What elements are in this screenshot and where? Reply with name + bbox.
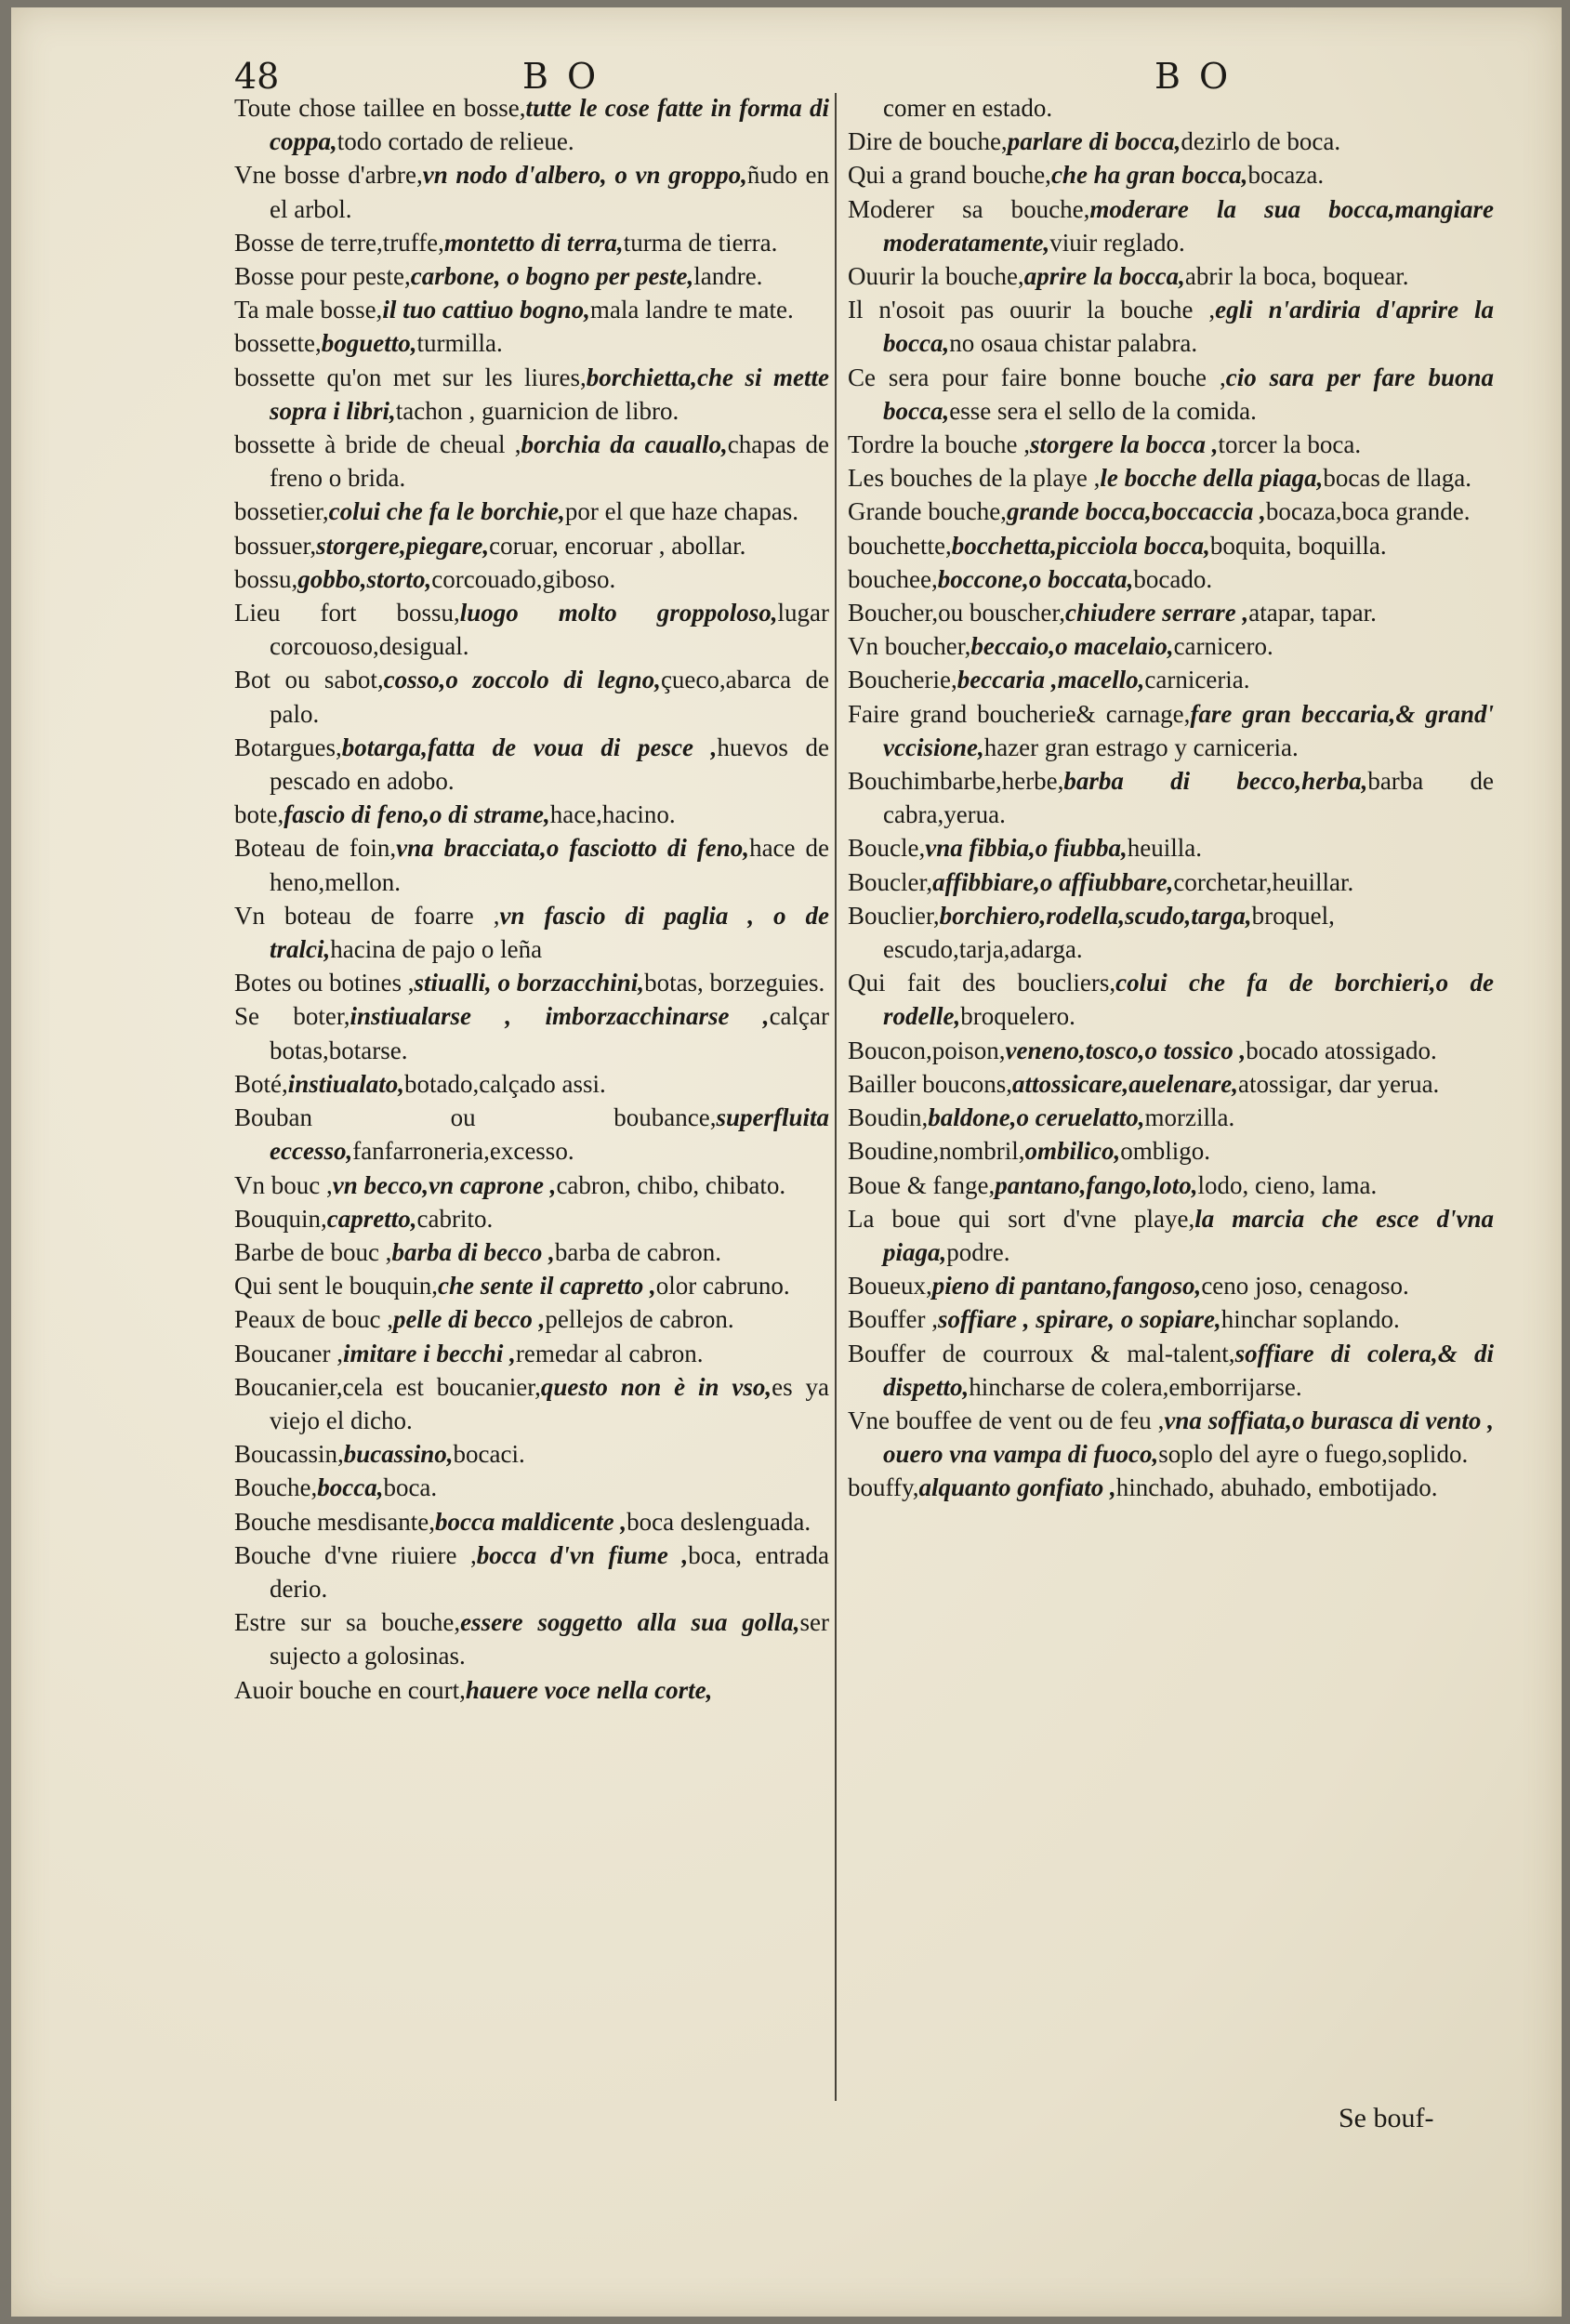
spanish-translation: por el que haze chapas.	[564, 497, 798, 526]
italian-translation: fascio di feno,o di strame,	[284, 800, 550, 829]
italian-translation: che ha gran bocca,	[1050, 161, 1248, 190]
italian-translation: storgere la bocca ,	[1030, 430, 1219, 459]
dictionary-entry	[234, 1169, 829, 1202]
dictionary-entry	[848, 1101, 1494, 1134]
spanish-translation: bocaza,boca grande.	[1265, 497, 1471, 526]
dictionary-entry	[234, 326, 829, 360]
french-headword: Vne bosse d'arbre,	[234, 161, 423, 190]
italian-translation: colui che fa de borchieri,o de rodelle,	[883, 969, 1494, 1031]
italian-translation: luogo molto groppoloso,	[459, 599, 778, 627]
french-headword: Lieu fort bossu,	[234, 599, 460, 627]
dictionary-entry	[848, 899, 1494, 966]
french-headword: bote,	[234, 800, 284, 829]
dictionary-entry	[234, 798, 829, 831]
french-headword: bossuer,	[234, 531, 317, 560]
french-headword: Bailler boucons,	[848, 1069, 1012, 1098]
italian-translation: bucassino,	[343, 1440, 454, 1469]
spanish-translation: corchetar,heuillar.	[1173, 867, 1354, 896]
italian-translation: pantano,fango,loto,	[995, 1170, 1198, 1199]
spanish-translation: podre.	[946, 1237, 1010, 1266]
dictionary-entry	[234, 1505, 829, 1538]
french-headword: Toute chose taillee en bosse,	[234, 94, 526, 122]
dictionary-entry	[848, 91, 1494, 125]
dictionary-entry	[848, 1067, 1494, 1101]
spanish-translation: turma de tierra.	[623, 228, 778, 257]
italian-translation: storgere,piegare,	[316, 531, 490, 560]
italian-translation: beccaria ,macello,	[957, 666, 1145, 694]
french-headword: Bouffer de courroux & mal-talent,	[848, 1339, 1235, 1367]
spanish-translation: cabrito.	[416, 1204, 494, 1233]
french-headword: Se boter,	[234, 1002, 350, 1031]
french-headword: Boudine,nombril,	[848, 1137, 1025, 1166]
italian-translation: stiualli, o borzacchini,	[414, 969, 645, 997]
dictionary-entry	[848, 293, 1494, 360]
spanish-translation: barba de cabra,yerua.	[883, 767, 1494, 829]
spanish-translation: broquelero.	[960, 1002, 1075, 1031]
page-number: 48	[234, 56, 280, 97]
spanish-translation: pellejos de cabron.	[545, 1305, 734, 1334]
italian-translation: hauere voce nella corte,	[465, 1675, 713, 1704]
spanish-translation: lugar corcouoso,desigual.	[270, 599, 829, 661]
dictionary-entry	[234, 495, 829, 528]
italian-translation: parlare di bocca,	[1007, 127, 1181, 156]
italian-translation: vna bracciata,o fasciotto di feno,	[396, 834, 750, 863]
french-headword: bossette qu'on met sur les liures,	[234, 363, 587, 391]
spanish-translation: ombligo.	[1120, 1137, 1211, 1166]
french-headword: Bouchimbarbe,herbe,	[848, 767, 1064, 796]
french-headword: Qui a grand bouche,	[848, 161, 1051, 190]
italian-translation: borchia da cauallo,	[521, 430, 728, 459]
french-headword: Boueux,	[848, 1272, 932, 1301]
dictionary-entry	[234, 1269, 829, 1302]
french-headword: Grande bouche,	[848, 497, 1007, 526]
french-headword: Peaux de bouc ,	[234, 1305, 393, 1334]
spanish-translation: bocaci.	[453, 1440, 525, 1469]
spanish-translation: carnicero.	[1173, 632, 1273, 661]
spanish-translation: torcer la boca.	[1218, 430, 1362, 459]
italian-translation: soffiare di colera,& di dispetto,	[883, 1339, 1494, 1401]
running-head-left: B O	[522, 56, 600, 97]
spanish-translation: broquel, escudo,tarja,adarga.	[883, 901, 1335, 964]
dictionary-entry	[234, 1101, 829, 1168]
dictionary-entry	[848, 1169, 1494, 1202]
italian-translation: carbone, o bogno per peste,	[410, 262, 694, 291]
spanish-translation: huevos de pescado en adobo.	[270, 733, 829, 796]
dictionary-entry	[848, 764, 1494, 831]
italian-translation: fare gran beccaria,& grand' vccisione,	[883, 699, 1495, 761]
spanish-translation: carniceria.	[1144, 666, 1250, 694]
dictionary-entry	[234, 428, 829, 495]
spanish-translation: remedar al cabron.	[515, 1339, 704, 1367]
italian-translation: cio sara per fare buona bocca,	[883, 363, 1494, 425]
italian-translation: boccone,o boccata,	[937, 564, 1134, 593]
italian-translation: baldone,o ceruelatto,	[928, 1103, 1145, 1132]
italian-translation: boguetto,	[321, 329, 417, 358]
french-headword: Bouquin,	[234, 1204, 327, 1233]
french-headword: Boucher,ou bouscher,	[848, 599, 1066, 627]
right-column	[848, 91, 1494, 1505]
italian-translation: attossicare,auelenare,	[1011, 1069, 1238, 1098]
french-headword: Bouffer ,	[848, 1305, 938, 1334]
french-headword: Bosse de terre,truffe,	[234, 228, 444, 257]
dictionary-entry	[848, 1034, 1494, 1067]
french-headword: Bouclier,	[848, 901, 940, 930]
french-headword: Bouban ou boubance,	[234, 1103, 717, 1132]
french-headword: Vn bouc ,	[234, 1170, 333, 1199]
dictionary-entry	[234, 831, 829, 898]
italian-translation: tutte le cose fatte in forma di coppa,	[270, 94, 829, 156]
spanish-translation: dezirlo de boca.	[1181, 127, 1341, 156]
italian-translation: vn nodo d'albero, o vn groppo,	[422, 161, 747, 190]
italian-translation: colui che fa le borchie,	[328, 497, 565, 526]
french-headword: bossette à bride de cheual ,	[234, 430, 521, 459]
spanish-translation: olor cabruno.	[655, 1272, 790, 1301]
italian-translation: imitare i becchi ,	[342, 1339, 516, 1367]
dictionary-entry	[848, 663, 1494, 696]
spanish-translation: botado,calçado assi.	[404, 1069, 606, 1098]
dictionary-entry	[234, 731, 829, 798]
dictionary-entry	[848, 1269, 1494, 1302]
dictionary-entry	[848, 1404, 1494, 1471]
dictionary-entry	[234, 1370, 829, 1437]
spanish-translation: lodo, cieno, lama.	[1197, 1170, 1378, 1199]
italian-translation: grande bocca,boccaccia ,	[1006, 497, 1266, 526]
french-headword: Les bouches de la playe ,	[848, 464, 1101, 493]
italian-translation: bocca d'vn fiume ,	[476, 1540, 689, 1569]
french-headword: Bouche d'vne riuiere ,	[234, 1540, 477, 1569]
french-headword: bouchette,	[848, 531, 952, 560]
french-headword: Qui fait des boucliers,	[848, 969, 1116, 997]
french-headword: Boucassin,	[234, 1440, 344, 1469]
italian-translation: essere soggetto alla sua golla,	[460, 1608, 800, 1637]
dictionary-entry	[234, 91, 829, 158]
italian-translation: alquanto gonfiato ,	[918, 1473, 1116, 1502]
italian-translation: aprire la bocca,	[1023, 262, 1185, 291]
french-headword: Boucon,poison,	[848, 1036, 1006, 1064]
dictionary-entry	[848, 192, 1494, 259]
dictionary-entry	[848, 529, 1494, 562]
spanish-translation: bocado atossigado.	[1246, 1036, 1437, 1064]
french-headword: Boté,	[234, 1069, 288, 1098]
spanish-translation: morzilla.	[1144, 1103, 1235, 1132]
french-headword: Tordre la bouche ,	[848, 430, 1031, 459]
italian-translation: ombilico,	[1024, 1137, 1121, 1166]
dictionary-entry	[848, 629, 1494, 663]
spanish-translation: çueco,abarca de palo.	[270, 666, 829, 728]
french-headword: Boue & fange,	[848, 1170, 996, 1199]
french-headword: Moderer sa bouche,	[848, 194, 1090, 223]
italian-translation: pieno di pantano,fangoso,	[931, 1272, 1202, 1301]
italian-translation: moderare la sua bocca,mangiare moderatamente,	[883, 194, 1494, 257]
dictionary-entry	[848, 259, 1494, 293]
spanish-translation: ser sujecto a golosinas.	[270, 1608, 829, 1670]
dictionary-entry	[234, 1605, 829, 1672]
left-column	[234, 91, 829, 1707]
italian-translation: il tuo cattiuo bogno,	[382, 296, 590, 324]
dictionary-entry	[848, 596, 1494, 629]
french-headword: Boucler,	[848, 867, 933, 896]
italian-translation: egli n'ardiria d'aprire la bocca,	[883, 296, 1495, 358]
spanish-translation: calçar botas,botarse.	[270, 1002, 829, 1064]
dictionary-entry	[848, 1471, 1494, 1504]
french-headword: Auoir bouche en court,	[234, 1675, 466, 1704]
spanish-translation: atapar, tapar.	[1248, 599, 1377, 627]
spanish-translation: hinchar soplando.	[1220, 1305, 1400, 1334]
dictionary-entry	[848, 562, 1494, 596]
spanish-translation: botas, borzeguies.	[644, 969, 825, 997]
french-headword: Boudin,	[848, 1103, 929, 1132]
french-headword: Vne bouffee de vent ou de feu ,	[848, 1406, 1165, 1434]
spanish-translation: es ya viejo el dicho.	[270, 1372, 829, 1434]
italian-translation: bocchetta,picciola bocca,	[951, 531, 1210, 560]
dictionary-entry	[848, 158, 1494, 191]
french-headword: Barbe de bouc ,	[234, 1237, 392, 1266]
french-headword: bossetier,	[234, 497, 329, 526]
italian-translation: vna fibbia,o fiubba,	[925, 834, 1128, 863]
spanish-translation: boca deslenguada.	[627, 1507, 811, 1536]
french-headword: Ouurir la bouche,	[848, 262, 1024, 291]
dictionary-entry	[848, 831, 1494, 865]
dictionary-entry	[234, 1235, 829, 1269]
dictionary-entry	[234, 226, 829, 259]
running-head-right: B O	[1154, 56, 1233, 97]
italian-translation: che sente il capretto ,	[437, 1272, 656, 1301]
spanish-translation: ñudo en el arbol.	[270, 161, 829, 223]
italian-translation: le bocche della piaga,	[1100, 464, 1324, 493]
italian-translation: veneno,tosco,o tossico ,	[1005, 1036, 1247, 1064]
spanish-translation: hace de heno,mellon.	[270, 834, 829, 896]
spanish-translation: bocaza.	[1247, 161, 1325, 190]
spanish-translation: no osaua chistar palabra.	[949, 329, 1198, 358]
spanish-translation: comer en estado.	[883, 94, 1053, 122]
italian-translation: instiualato,	[287, 1069, 405, 1098]
dictionary-entry	[234, 966, 829, 999]
italian-translation: cosso,o zoccolo di legno,	[383, 666, 661, 694]
french-headword: Dire de bouche,	[848, 127, 1008, 156]
french-headword: Vn boucher,	[848, 632, 971, 661]
dictionary-entry	[234, 1471, 829, 1504]
dictionary-entry	[234, 1437, 829, 1471]
dictionary-entry	[234, 899, 829, 966]
dictionary-entry	[234, 1538, 829, 1605]
french-headword: bossette,	[234, 329, 322, 358]
dictionary-entry	[848, 1202, 1494, 1269]
french-headword: Bouche,	[234, 1473, 318, 1502]
spanish-translation: corcouado,giboso.	[431, 564, 616, 593]
spanish-translation: tachon , guarnicion de libro.	[395, 396, 679, 425]
french-headword: Boteau de foin,	[234, 834, 397, 863]
italian-translation: botarga,fatta de voua di pesce ,	[341, 733, 718, 761]
french-headword: Bosse pour peste,	[234, 262, 411, 291]
dictionary-entry	[848, 125, 1494, 158]
spanish-translation: heuilla.	[1127, 834, 1202, 863]
french-headword: bouchee,	[848, 564, 938, 593]
spanish-translation: atossigar, dar yerua.	[1237, 1069, 1440, 1098]
spanish-translation: hincharse de colera,emborrijarse.	[969, 1372, 1302, 1401]
spanish-translation: turmilla.	[416, 329, 503, 358]
french-headword: Ta male bosse,	[234, 296, 383, 324]
spanish-translation: todo cortado de relieue.	[336, 127, 574, 156]
spanish-translation: mala landre te mate.	[589, 296, 794, 324]
dictionary-entry	[234, 596, 829, 663]
dictionary-entry	[848, 697, 1494, 764]
italian-translation: capretto,	[326, 1204, 417, 1233]
column-divider	[835, 93, 837, 2101]
spanish-translation: barba de cabron.	[554, 1237, 722, 1266]
spanish-translation: abrir la boca, boquear.	[1184, 262, 1409, 291]
dictionary-entry	[234, 529, 829, 562]
italian-translation: pelle di becco ,	[392, 1305, 546, 1334]
italian-translation: superfluita eccesso,	[270, 1103, 829, 1166]
spanish-translation: bocas de llaga.	[1323, 464, 1472, 493]
dictionary-entry	[848, 495, 1494, 528]
dictionary-entry	[234, 1337, 829, 1370]
spanish-translation: ceno joso, cenagoso.	[1201, 1272, 1409, 1301]
spanish-translation: landre.	[693, 262, 763, 291]
italian-translation: bocca,	[317, 1473, 384, 1502]
spanish-translation: soplo del ayre o fuego,soplido.	[1158, 1440, 1469, 1469]
dictionary-entry	[848, 966, 1494, 1033]
dictionary-entry	[848, 1134, 1494, 1168]
french-headword: Boucherie,	[848, 666, 957, 694]
spanish-translation: cabron, chibo, chibato.	[556, 1170, 786, 1199]
french-headword: bouffy,	[848, 1473, 919, 1502]
french-headword: Boucanier,cela est boucanier,	[234, 1372, 541, 1401]
italian-translation: borchietta,che si mette sopra i libri,	[270, 363, 829, 425]
french-headword: Boucaner ,	[234, 1339, 343, 1367]
spanish-translation: hazer gran estrago y carniceria.	[983, 733, 1299, 761]
dictionary-entry	[848, 461, 1494, 495]
spanish-translation: boca.	[383, 1473, 438, 1502]
french-headword: Bot ou sabot,	[234, 666, 384, 694]
french-headword: Botes ou botines ,	[234, 969, 415, 997]
spanish-translation: hace,hacino.	[549, 800, 676, 829]
dictionary-entry	[234, 562, 829, 596]
italian-translation: vn fascio di paglia , o de tralci,	[270, 901, 829, 964]
french-headword: Il n'osoit pas ouurir la bouche ,	[848, 296, 1216, 324]
italian-translation: chiudere serrare ,	[1065, 599, 1249, 627]
italian-translation: bocca maldicente ,	[434, 1507, 627, 1536]
dictionary-entry	[234, 1202, 829, 1235]
italian-translation: montetto di terra,	[443, 228, 624, 257]
italian-translation: la marcia che esce d'vna piaga,	[883, 1204, 1494, 1266]
dictionary-entry	[848, 1302, 1494, 1336]
dictionary-entry	[234, 1302, 829, 1336]
spanish-translation: esse sera el sello de la comida.	[949, 396, 1257, 425]
dictionary-entry	[848, 361, 1494, 428]
catchword: Se bouf-	[1339, 2103, 1434, 2133]
dictionary-entry	[234, 259, 829, 293]
french-headword: Bouche mesdisante,	[234, 1507, 435, 1536]
italian-translation: affibbiare,o affiubbare,	[932, 867, 1174, 896]
french-headword: Botargues,	[234, 733, 342, 761]
spanish-translation: bocado.	[1133, 564, 1213, 593]
french-headword: La boue qui sort d'vne playe,	[848, 1204, 1195, 1233]
spanish-translation: chapas de freno o brida.	[270, 430, 829, 493]
italian-translation: soffiare , spirare, o sopiare,	[937, 1305, 1221, 1334]
spanish-translation: fanfarroneria,excesso.	[352, 1137, 574, 1166]
dictionary-entry	[234, 1673, 829, 1707]
italian-translation: questo non è in vso,	[540, 1372, 772, 1401]
spanish-translation: hacina de pajo o leña	[330, 935, 543, 964]
dictionary-entry	[234, 1067, 829, 1101]
spanish-translation: boca, entrada derio.	[270, 1540, 829, 1603]
french-headword: Estre sur sa bouche,	[234, 1608, 461, 1637]
french-headword: Vn boteau de foarre ,	[234, 901, 500, 930]
dictionary-entry	[234, 999, 829, 1066]
italian-translation: beccaio,o macelaio,	[970, 632, 1174, 661]
dictionary-entry	[848, 1337, 1494, 1404]
dictionary-entry	[234, 663, 829, 730]
italian-translation: barba di becco ,	[391, 1237, 555, 1266]
italian-translation: instiualarse , imborzacchinarse ,	[350, 1002, 770, 1031]
spanish-translation: viuir reglado.	[1049, 228, 1185, 257]
french-headword: Boucle,	[848, 834, 926, 863]
french-headword: bossu,	[234, 564, 298, 593]
dictionary-entry	[234, 361, 829, 428]
italian-translation: vna soffiata,o burasca di vento , ouero vna vampa di fuoco,	[883, 1406, 1494, 1469]
dictionary-entry	[848, 865, 1494, 899]
french-headword: Qui sent le bouquin,	[234, 1272, 438, 1301]
spanish-translation: hinchado, abuhado, embotijado.	[1115, 1473, 1438, 1502]
italian-translation: barba di becco,herba,	[1063, 767, 1368, 796]
italian-translation: gobbo,storto,	[297, 564, 432, 593]
dictionary-entry	[234, 293, 829, 326]
italian-translation: borchiero,rodella,scudo,targa,	[939, 901, 1252, 930]
french-headword: Ce sera pour faire bonne bouche ,	[848, 363, 1226, 391]
french-headword: Faire grand boucherie& carnage,	[848, 699, 1191, 728]
spanish-translation: boquita, boquilla.	[1209, 531, 1387, 560]
dictionary-entry	[848, 428, 1494, 461]
italian-translation: vn becco,vn caprone ,	[332, 1170, 557, 1199]
spanish-translation: coruar, encoruar , abollar.	[489, 531, 746, 560]
dictionary-entry	[234, 158, 829, 225]
